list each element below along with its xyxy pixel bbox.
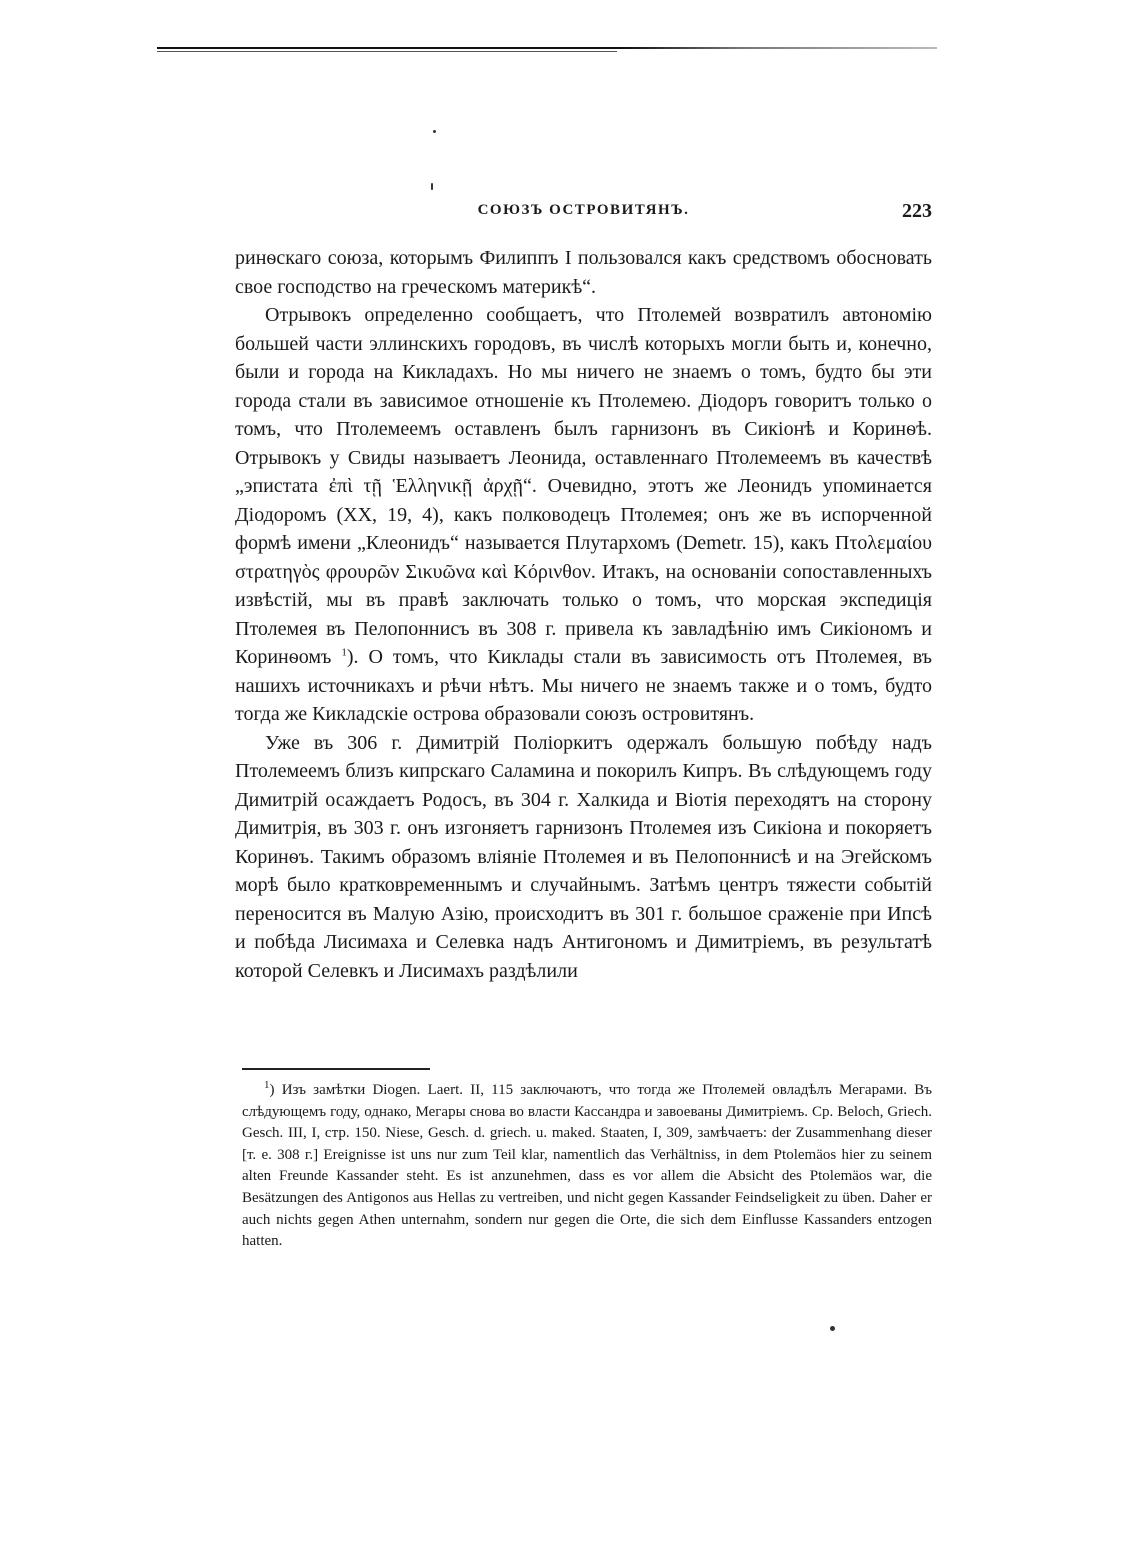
paragraph: ринѳскаго союза, которымъ Филиппъ I пользовался какъ средствомъ обосновать свое господство на греческомъ материкѣ“. xyxy=(235,247,932,298)
ink-speck xyxy=(830,1326,835,1331)
top-rule-secondary xyxy=(157,51,617,52)
footnote-reference[interactable]: 1 xyxy=(341,646,347,659)
ink-speck xyxy=(431,183,433,190)
top-rule xyxy=(157,47,937,49)
paragraph xyxy=(235,301,932,729)
running-title: СОЮЗЪ ОСТРОВИТЯНЪ. xyxy=(477,202,690,218)
ink-speck xyxy=(433,130,436,133)
page-header xyxy=(235,200,932,224)
footnote xyxy=(242,1080,932,1253)
footnote-marker: 1 xyxy=(264,1079,270,1091)
paragraph-text: Отрывокъ определенно сообщаетъ, что Птолемей возвратилъ автономію большей части эллинскихъ городовъ, въ числѣ которыхъ могли быть и, конечно, были и города на Кикладахъ. Но мы ничего не знаемъ о томъ, будто бы эти города стали въ зависимое отношеніе къ Птолемею. Діодоръ говоритъ только о томъ, что Птолемеемъ оставленъ былъ гарнизонъ въ Сикіонѣ и Коринѳѣ. Отрывокъ у Свиды называетъ Леонида, оставленнаго Птолемеемъ въ качествѣ „эпистата ἐπὶ τῇ Ἑλληνικῇ ἀρχῇ“. Очевидно, этотъ же Леонидъ упоминается Діодоромъ (XX, 19, 4), какъ полководецъ Птолемея; онъ же въ испорченной формѣ имени „Клеонидъ“ называется Плутархомъ (Demetr. 15), какъ Πτολεμαίου στρατηγὸς φρουρῶν Σικυῶνα καὶ Κόρινθον. Итакъ, на основаніи сопоставленныхъ извѣстій, мы въ правѣ заключать только о томъ, что морская экспедиція Птолемея въ Пелопоннисъ въ 308 г. привела къ завладѣнію имъ Сикіономъ и Коринѳомъ xyxy=(235,304,932,668)
body-text xyxy=(235,244,932,985)
footnote-text: ) Изъ замѣтки Diogen. Laert. II, 115 заключаютъ, что тогда же Птолемей овладѣлъ Мегарами. Въ слѣдующемъ году, однако, Мегары снова во власти Кассандра и завоеваны Димитріемъ. Ср. Beloch, Griech. Gesch. III, I, стр. 150. Niese, Gesch. d. griech. u. maked. Staaten, I, 309, замѣчаетъ: der Zusammenhang dieser [т. е. 308 г.] Ereignisse ist uns nur zum Teil klar, namentlich das Verhältniss, in dem Ptolemäos hier zu seinem alten Freunde Kassander steht. Es ist anzunehmen, dass es vor allem die Absicht des Ptolemäos war, die Besätzungen des Antigonos aus Hellas zu vertreiben, und nicht gegen Kassander Feindseligkeit zu üben. Daher er auch nichts gegen Athen unternahm, sondern nur gegen die Orte, die sich dem Einflusse Kassanders entzogen hatten. xyxy=(242,1082,932,1250)
footnote-divider xyxy=(242,1068,430,1070)
paragraph-text: ). О томъ, что Киклады стали въ зависимость отъ Птолемея, въ нашихъ источникахъ и рѣчи нѣтъ. Мы ничего не знаемъ также и о томъ, будто тогда же Кикладскіе острова образовали союзъ островитянъ. xyxy=(235,646,932,725)
page-number: 223 xyxy=(902,200,932,222)
paragraph: Уже въ 306 г. Димитрій Поліоркитъ одержалъ большую побѣду надъ Птолемеемъ близъ кипрскаго Саламина и покорилъ Кипръ. Въ слѣдующемъ году Димитрій осаждаетъ Родосъ, въ 304 г. Халкида и Віотія переходятъ на сторону Димитрія, въ 303 г. онъ изгоняетъ гарнизонъ Птолемея изъ Сикіона и покоряетъ Коринѳъ. Такимъ образомъ вліяніе Птолемея и въ Пелопоннисѣ и на Эгейскомъ морѣ было кратковременнымъ и случайнымъ. Затѣмъ центръ тяжести событій переносится въ Малую Азію, происходитъ въ 301 г. большое сраженіе при Ипсѣ и побѣда Лисимаха и Селевка надъ Антигономъ и Димитріемъ, въ результатѣ которой Селевкъ и Лисимахъ раздѣлили xyxy=(235,731,932,982)
